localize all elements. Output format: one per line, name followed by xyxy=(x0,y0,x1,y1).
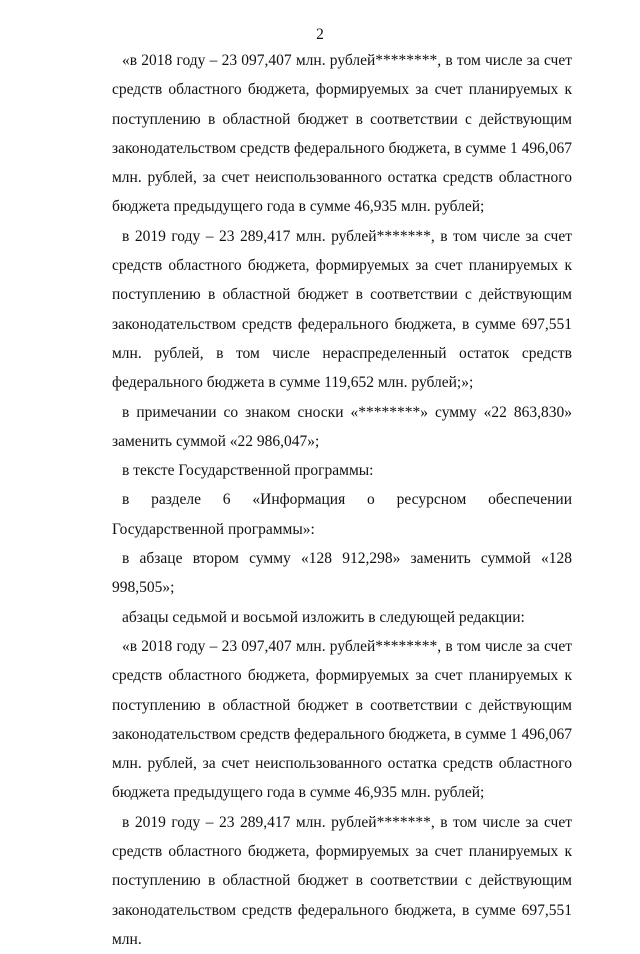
page-number: 2 xyxy=(316,26,324,43)
paragraph-footnote-note: в примечании со знаком сноски «********» сумму «22 863,830» заменить суммой «22 986,047»; xyxy=(112,403,572,450)
paragraph-2019-budget-repeat: в 2019 году – 23 289,417 млн. рублей*******, в том числе за счет средств областного бюджета, формируемых за счет планируемых к поступлению в областной бюджет в соответствии с действующим законодательством средств федерального бюджета, в сумме 697,551 млн. xyxy=(112,813,572,948)
paragraph-program-text: в тексте Государственной программы: xyxy=(122,462,374,480)
document-body xyxy=(112,46,572,954)
paragraph-2018-budget-repeat: «в 2018 году – 23 097,407 млн. рублей********, в том числе за счет средств областного бюджета, формируемых за счет планируемых к поступлению в областной бюджет в соответствии с действующим законодательством средств федерального бюджета, в сумме 1 496,067 млн. рублей, за счет неиспользованного остатка средств областного бюджета предыдущего года в сумме 46,935 млн. рублей; xyxy=(112,637,572,802)
paragraph-2019-budget: в 2019 году – 23 289,417 млн. рублей*******, в том числе за счет средств областного бюджета, формируемых за счет планируемых к поступлению в областной бюджет в соответствии с действующим законодательством средств федерального бюджета, в сумме 697,551 млн. рублей, в том числе нераспределенный остаток средств федерального бюджета в сумме 119,652 млн. рублей;»; xyxy=(112,227,572,392)
paragraph-section-6: в разделе 6 «Информация о ресурсном обеспечении Государственной программы»: xyxy=(112,491,572,538)
paragraph-second-abzac: в абзаце втором сумму «128 912,298» заменить суммой «128 998,505»; xyxy=(112,550,572,597)
paragraph-2018-budget: «в 2018 году – 23 097,407 млн. рублей********, в том числе за счет средств областного бюджета, формируемых за счет планируемых к поступлению в областной бюджет в соответствии с действующим законодательством средств федерального бюджета, в сумме 1 496,067 млн. рублей, за счет неиспользованного остатка средств областного бюджета предыдущего года в сумме 46,935 млн. рублей; xyxy=(112,52,572,216)
paragraph-new-wording: абзацы седьмой и восьмой изложить в следующей редакции: xyxy=(122,608,525,626)
